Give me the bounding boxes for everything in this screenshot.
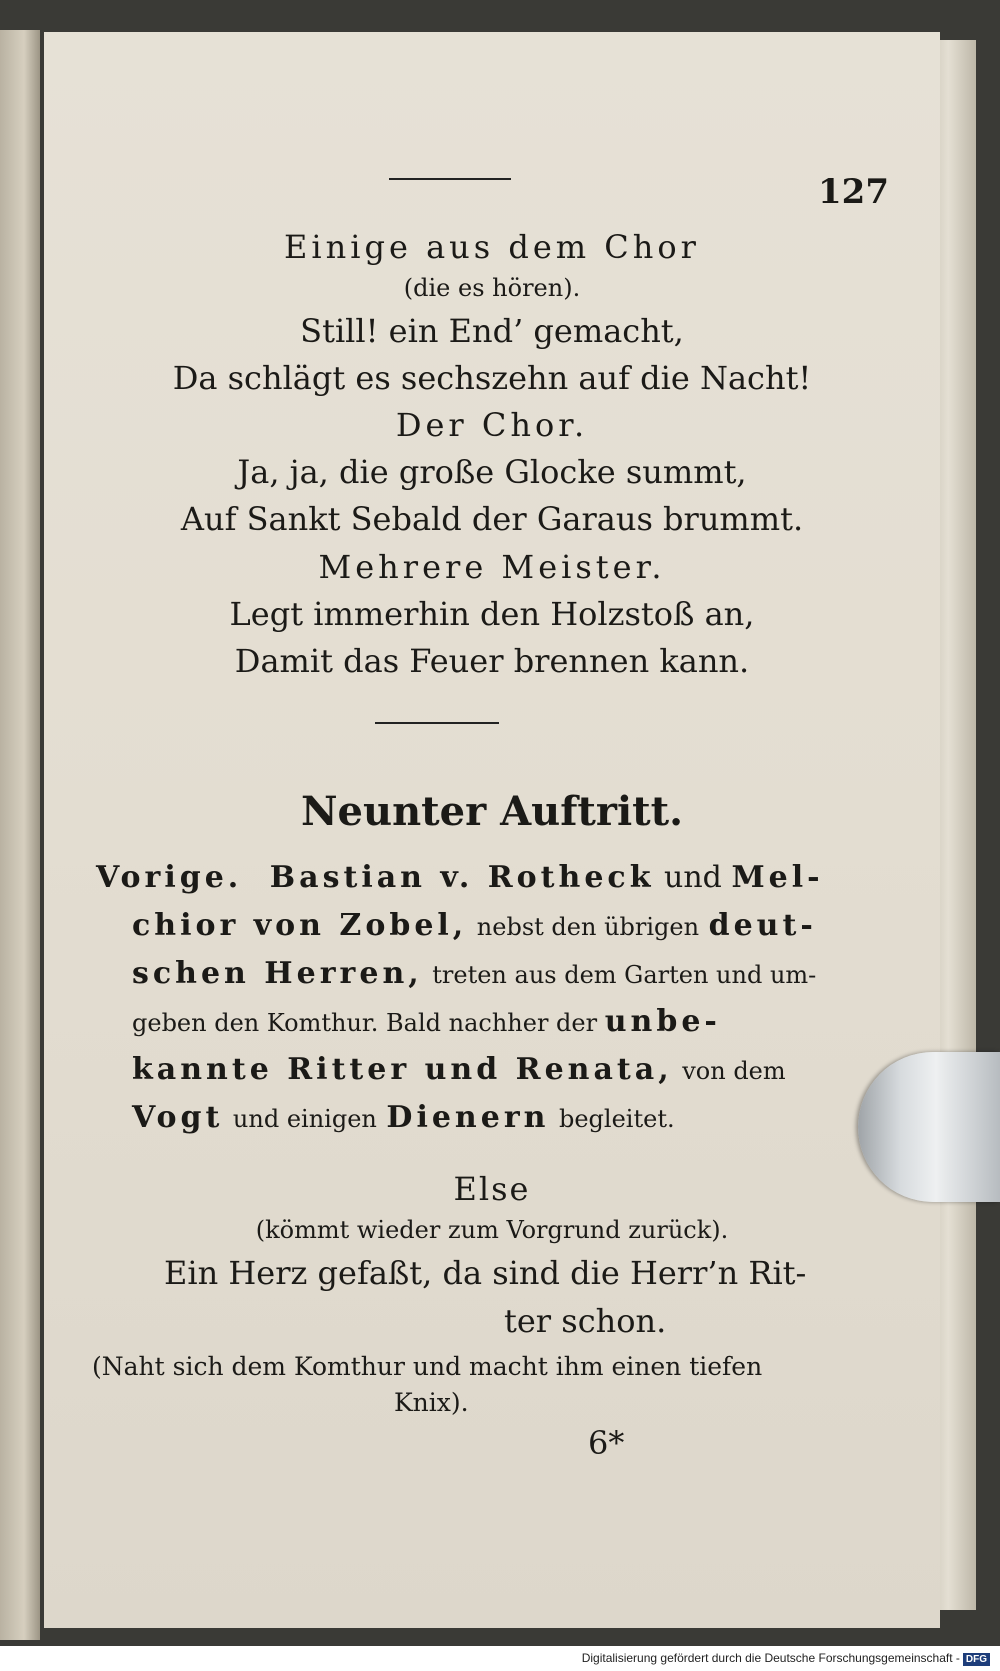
cast-vorige: Vorige. [96,860,243,895]
verse-line: Auf Sankt Sebald der Garaus brummt. [180,500,804,538]
section-rule [375,722,499,724]
speaker-else: Else [453,1170,531,1208]
header-rule [389,178,511,180]
scene-description-line: chior von Zobel, nebst den übrigen deut- [132,908,817,943]
cast-bastian: Bastian v. Rotheck [269,860,655,895]
verse-line: Ja, ja, die große Glocke summt, [237,453,747,491]
speaker-einige: Einige aus dem Chor [284,228,700,266]
scene-description-line: schen Herren, treten aus dem Garten und um- [132,956,817,991]
scene-description-line: kannte Ritter und Renata, von dem [132,1052,786,1087]
footer-credit: Digitalisierung gefördert durch die Deutsche Forschungsgemeinschaft - [581,1651,960,1665]
verse-line: Da schlägt es sechszehn auf die Nacht! [172,359,812,397]
verse-line: ter schon. [504,1302,667,1340]
page-number: 127 [818,172,889,212]
cast-herren: schen Herren, [132,956,423,991]
page-clip [858,1052,1000,1202]
scene-heading: Neunter Auftritt. [300,788,684,835]
book-page [44,32,940,1628]
cast-melchior: chior von Zobel, [132,908,468,943]
stage-direction-1: (die es hören). [403,274,581,302]
speaker-meister: Mehrere Meister. [318,548,666,586]
scene-description-line: geben den Komthur. Bald nachher der unbe- [132,1004,721,1039]
scene-description-line: Vogt und einigen Dienern begleitet. [132,1100,675,1135]
cast-ritter-renata: kannte Ritter und Renata, [132,1052,673,1087]
scene-description-line: Vorige. Bastian v. Rotheck und Mel- [96,860,824,895]
verse-line: Damit das Feuer brennen kann. [234,642,750,680]
speaker-chor: Der Chor. [395,406,589,444]
stage-direction-3: (Naht sich dem Komthur und macht ihm einen tiefen [92,1352,763,1381]
cast-vogt: Vogt [132,1100,224,1135]
cast-dienern: Dienern [386,1100,550,1135]
verse-line: Legt immerhin den Holzstoß an, [229,595,755,633]
verse-line: Ein Herz gefaßt, da sind die Herr’n Rit- [164,1254,807,1292]
left-page-edge [0,30,40,1640]
signature-mark: 6* [588,1424,625,1462]
verse-line: Still! ein End’ gemacht, [300,312,684,350]
stage-direction-3b: Knix). [394,1388,469,1417]
dfg-logo: DFG [963,1653,990,1666]
stage-direction-2: (kömmt wieder zum Vorgrund zurück). [255,1216,729,1244]
digitization-footer [0,1646,1000,1671]
